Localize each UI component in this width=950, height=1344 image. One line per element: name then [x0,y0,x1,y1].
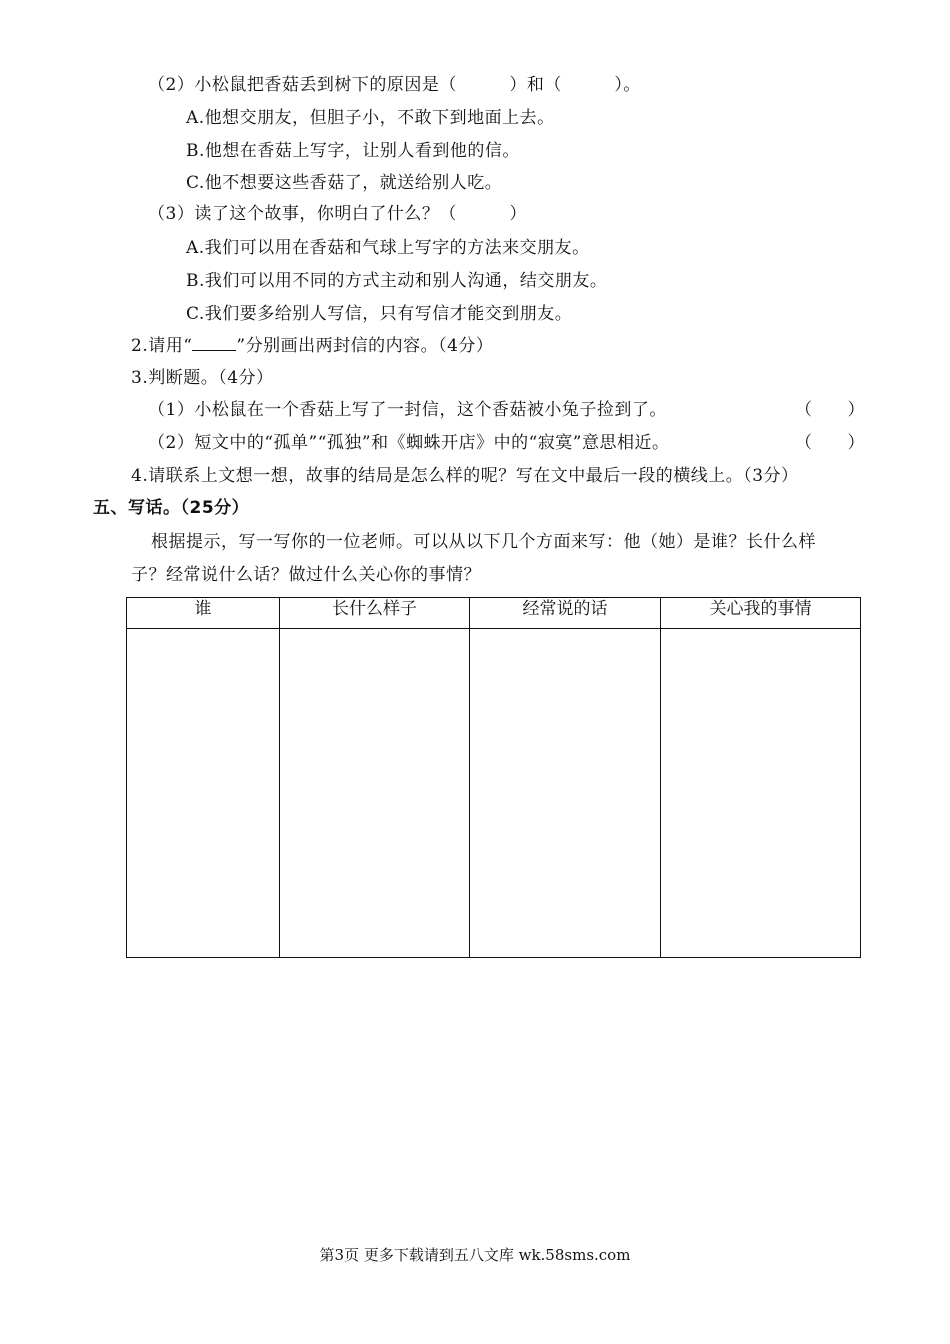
underline-sample [192,336,236,351]
question-3-stem: 3.判断题。（4分） [131,368,274,388]
table-row [127,629,861,958]
writing-plan-table [126,597,861,958]
question-1-2-stem: （2）小松鼠把香菇丢到树下的原因是（ ）和（ ）。 [148,75,641,95]
question-2 [131,335,493,357]
question-3-item-1-answer-paren: （ ） [795,400,865,420]
question-2-suffix: ”分别画出两封信的内容。（4分） [236,336,494,356]
question-3-item-2-answer-paren: （ ） [795,433,865,453]
section-5-prompt-line-2: 子？经常说什么话？做过什么关心你的事情？ [131,565,481,585]
table-header-who: 谁 [127,598,280,629]
section-5-prompt-line-1: 根据提示，写一写你的一位老师。可以从以下几个方面来写：他（她）是谁？长什么样 [151,532,816,552]
question-2-prefix: 2.请用“ [131,336,193,356]
question-3-item-2: （2）短文中的“孤单”“孤独”和《蜘蛛开店》中的“寂寞”意思相近。 [148,433,670,453]
answer-cell-appearance[interactable] [280,629,470,958]
table-header-sayings: 经常说的话 [470,598,661,629]
answer-cell-caring-deeds[interactable] [661,629,861,958]
question-1-3-stem: （3）读了这个故事，你明白了什么？（ ） [148,204,527,224]
page-footer: 第3页 更多下载请到五八文库 wk.58sms.com [319,1246,631,1264]
question-1-2-option-b: B.他想在香菇上写字，让别人看到他的信。 [186,141,520,161]
question-1-2-option-c: C.他不想要这些香菇了，就送给别人吃。 [186,173,503,193]
question-1-3-option-b: B.我们可以用不同的方式主动和别人沟通，结交朋友。 [186,271,608,291]
answer-cell-sayings[interactable] [470,629,661,958]
table-header-row [127,598,861,629]
question-1-3-option-c: C.我们要多给别人写信，只有写信才能交到朋友。 [186,304,573,324]
answer-cell-who[interactable] [127,629,280,958]
question-3-item-1: （1）小松鼠在一个香菇上写了一封信，这个香菇被小兔子捡到了。 [148,400,667,420]
question-1-3-option-a: A.我们可以用在香菇和气球上写字的方法来交朋友。 [186,238,590,258]
section-5-heading: 五、写话。（25分） [93,498,250,518]
table-header-appearance: 长什么样子 [280,598,470,629]
table-header-caring-deeds: 关心我的事情 [661,598,861,629]
question-1-2-option-a: A.他想交朋友，但胆子小，不敢下到地面上去。 [186,108,555,128]
question-4: 4.请联系上文想一想，故事的结局是怎么样的呢？写在文中最后一段的横线上。（3分） [131,466,799,486]
